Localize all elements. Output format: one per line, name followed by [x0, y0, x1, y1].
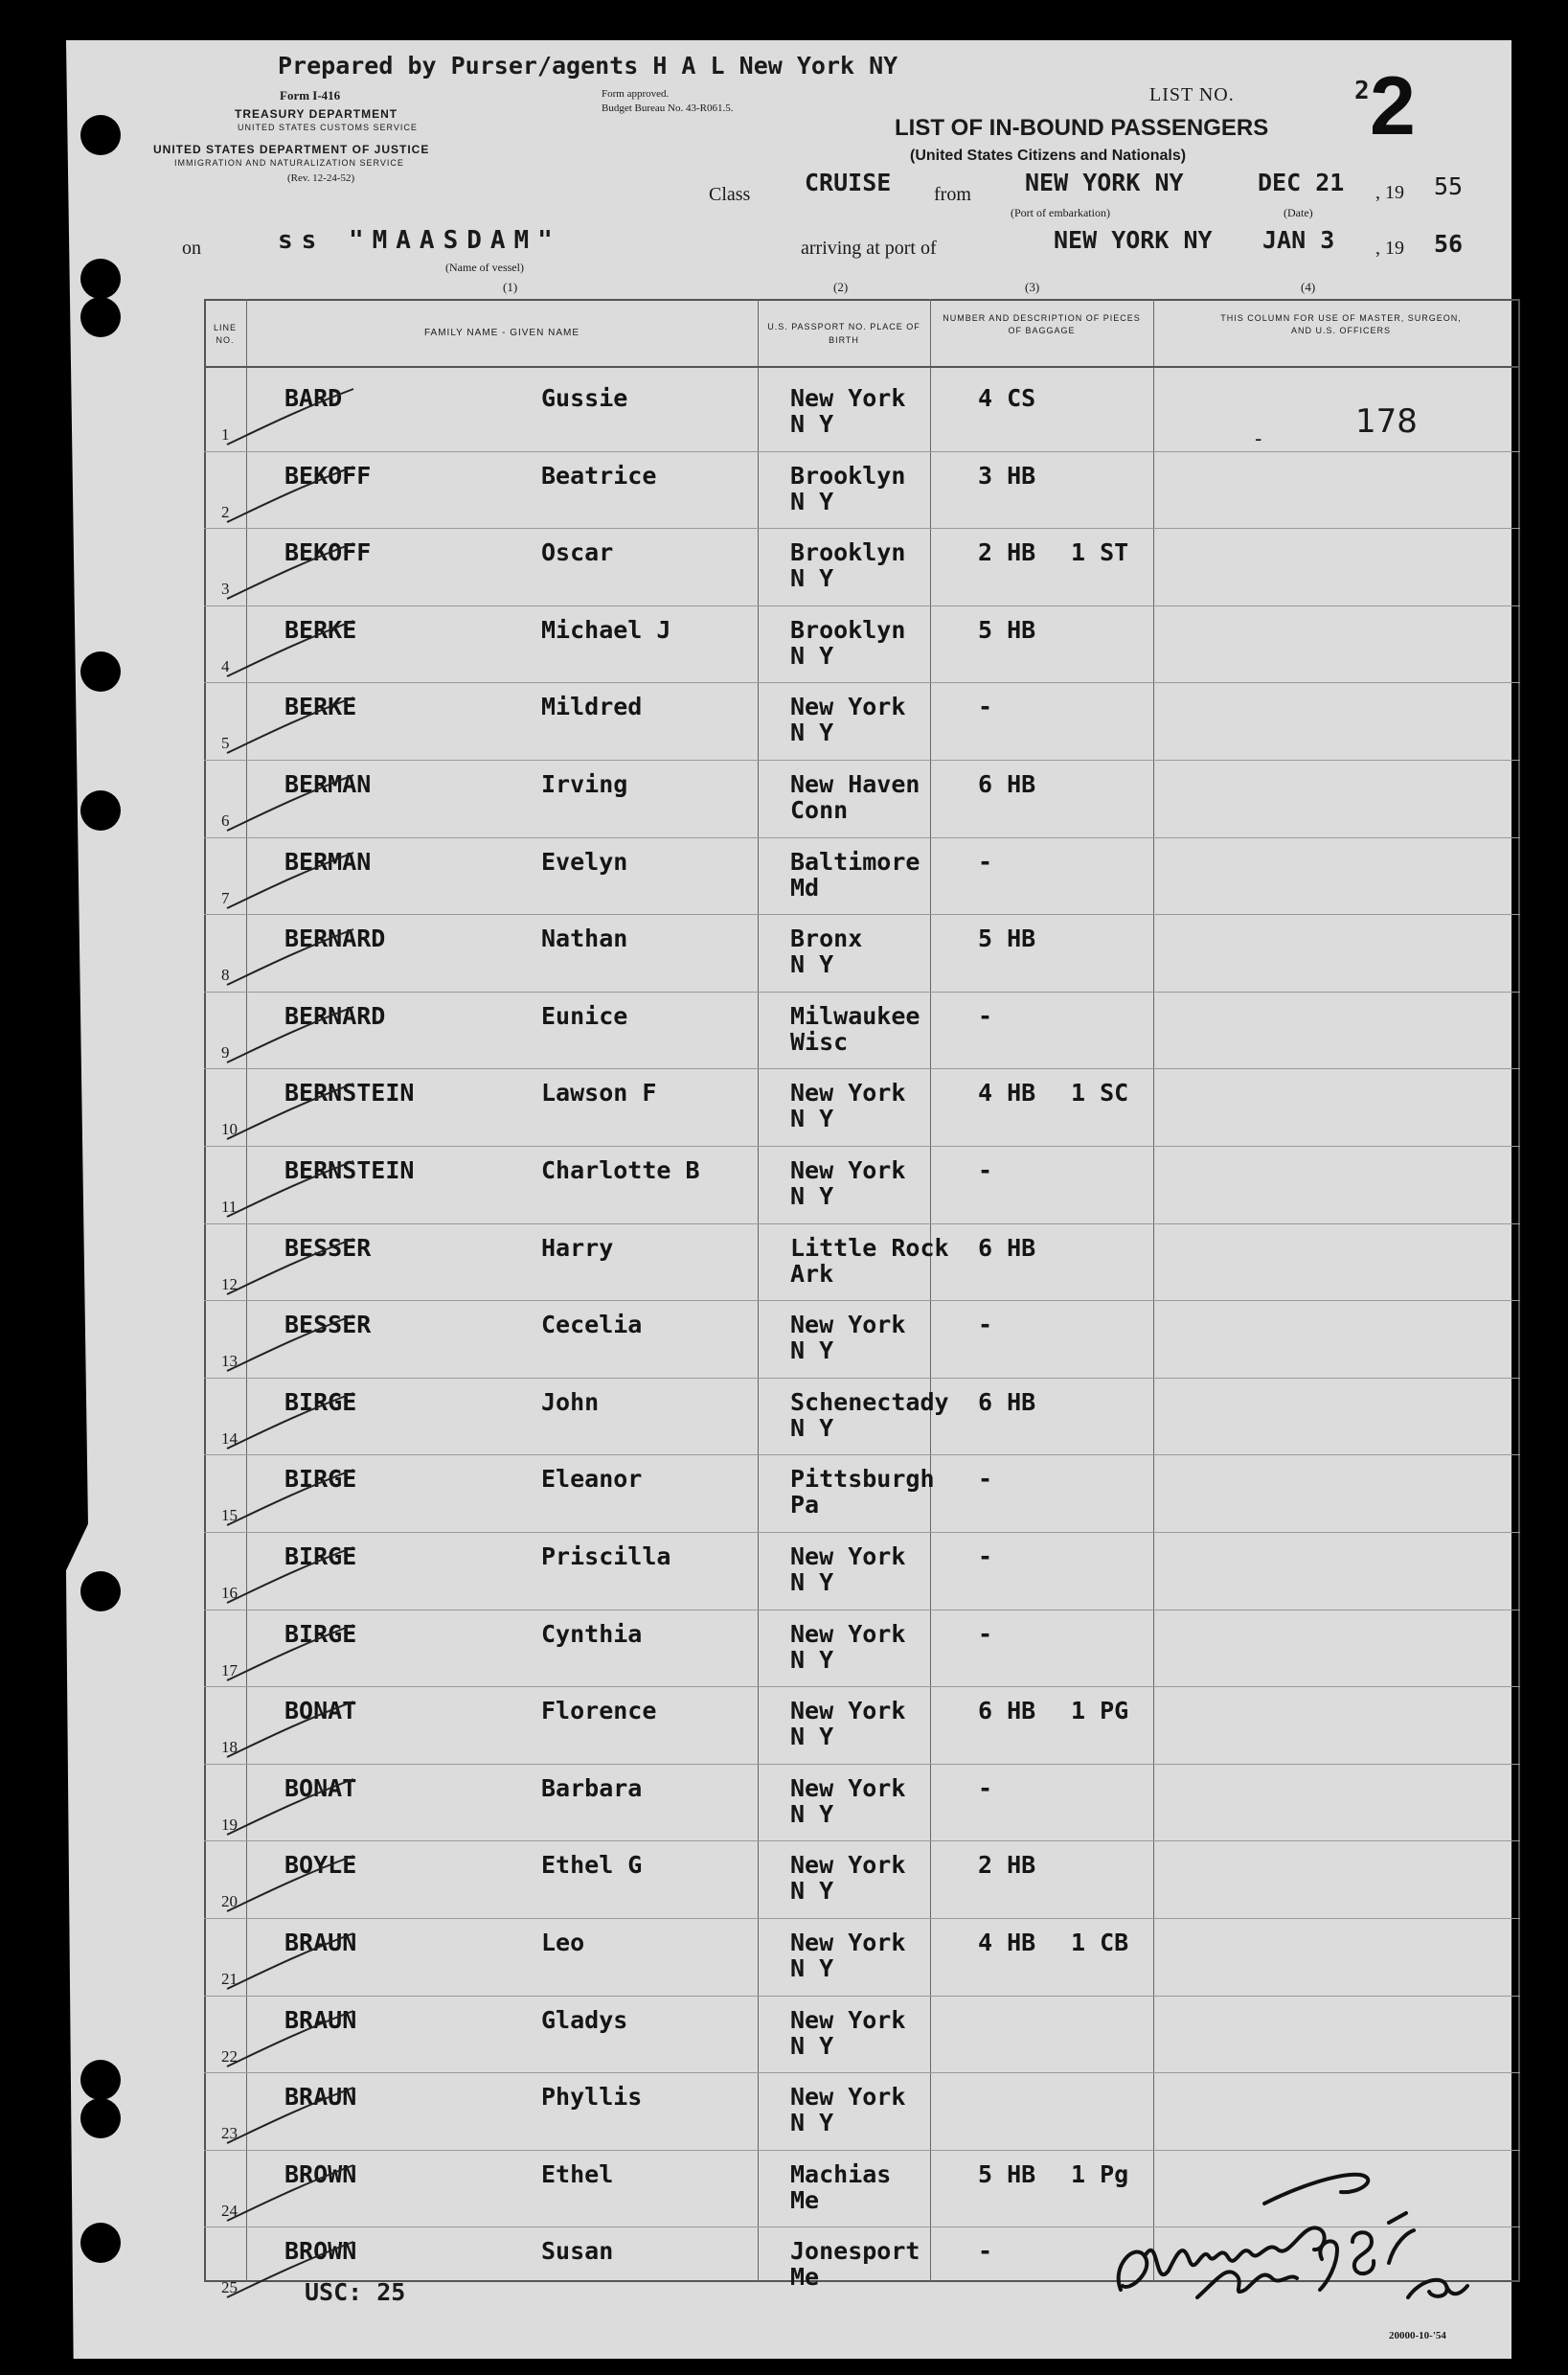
- given-name: Florence: [541, 1697, 657, 1725]
- baggage-primary: -: [978, 1001, 993, 1030]
- family-name: BEKOFF: [284, 538, 372, 567]
- punch-hole: [80, 790, 121, 831]
- table-row: [204, 1456, 1520, 1533]
- birth-place-state: N Y: [790, 2031, 834, 2060]
- birth-place-state: Conn: [790, 796, 849, 824]
- col-header-name: FAMILY NAME - GIVEN NAME: [424, 328, 579, 338]
- birth-place-state: N Y: [790, 641, 834, 670]
- given-name: Cynthia: [541, 1619, 643, 1648]
- punch-hole: [80, 1571, 121, 1611]
- punch-hole: [80, 115, 121, 155]
- table-row: [204, 1688, 1520, 1765]
- year-arrival: 56: [1434, 230, 1464, 258]
- birth-place-state: Md: [790, 873, 820, 902]
- birth-place-city: New York: [790, 1542, 906, 1570]
- line-number: 9: [221, 1042, 230, 1062]
- family-name: BRAUN: [284, 2083, 357, 2112]
- table-row: [204, 607, 1520, 684]
- baggage-primary: 2 HB: [978, 538, 1036, 567]
- birth-place-city: Brooklyn: [790, 538, 906, 567]
- line-number: 15: [221, 1506, 238, 1525]
- vessel-caption: (Name of vessel): [445, 261, 524, 274]
- line-number: 2: [221, 502, 230, 521]
- birth-place-city: Brooklyn: [790, 461, 906, 490]
- family-name: BERNSTEIN: [284, 1156, 415, 1184]
- birth-place-state: Me: [790, 2185, 820, 2214]
- family-name: BROWN: [284, 2237, 357, 2266]
- family-name: BONAT: [284, 1697, 357, 1725]
- birth-place-state: N Y: [790, 1877, 834, 1906]
- birth-place-state: N Y: [790, 1799, 834, 1828]
- birth-place-city: Schenectady: [790, 1387, 949, 1416]
- baggage-primary: 4 HB: [978, 1079, 1036, 1108]
- punch-hole: [80, 2223, 121, 2263]
- baggage-primary: 5 HB: [978, 925, 1036, 953]
- birth-place-city: New Haven: [790, 770, 920, 798]
- baggage-primary: 4 CS: [978, 384, 1036, 412]
- col-header-baggage: NUMBER AND DESCRIPTION OF PIECES OF BAGGAGE: [943, 313, 1141, 335]
- punch-hole: [80, 2060, 121, 2100]
- punch-hole: [80, 259, 121, 299]
- port-embark: NEW YORK NY: [1025, 169, 1184, 196]
- birth-place-city: New York: [790, 1079, 906, 1108]
- baggage-primary: -: [978, 693, 993, 721]
- given-name: Eleanor: [541, 1465, 643, 1494]
- baggage-primary: 2 HB: [978, 1851, 1036, 1880]
- port-arrival: NEW YORK NY: [1054, 226, 1213, 254]
- birth-place-state: N Y: [790, 1413, 834, 1442]
- family-name: BEKOFF: [284, 461, 372, 490]
- row-rule: [204, 1686, 1520, 1687]
- given-name: Irving: [541, 770, 628, 798]
- row-rule: [204, 760, 1520, 761]
- birth-place-city: Brooklyn: [790, 615, 906, 644]
- date-arrival: JAN 3: [1262, 226, 1335, 254]
- baggage-secondary: 1 ST: [1071, 538, 1129, 567]
- line-number: 13: [221, 1352, 238, 1371]
- usc-count: USC: 25: [305, 2278, 406, 2306]
- family-name: BERKE: [284, 693, 357, 721]
- class-value: CRUISE: [805, 169, 892, 196]
- row-rule: [204, 837, 1520, 838]
- row-rule: [204, 1068, 1520, 1069]
- list-no-stamp: 2: [1370, 60, 1416, 152]
- officer-annotation-dash: -: [1255, 427, 1262, 451]
- row-rule: [204, 1532, 1520, 1533]
- revision-label: (Rev. 12-24-52): [287, 172, 355, 184]
- birth-place-state: Ark: [790, 1259, 834, 1288]
- line-number: 10: [221, 1120, 238, 1139]
- line-number: 21: [221, 1970, 238, 1988]
- family-name: BERKE: [284, 615, 357, 644]
- birth-place-state: N Y: [790, 1182, 834, 1210]
- handwritten-signature: [1102, 2069, 1485, 2299]
- table-row: [204, 453, 1520, 530]
- family-name: BRAUN: [284, 1929, 357, 1956]
- baggage-secondary: 1 SC: [1071, 1079, 1129, 1108]
- budget-bureau: Budget Bureau No. 43-R061.5.: [602, 103, 734, 114]
- table-row: [204, 1611, 1520, 1688]
- given-name: Lawson F: [541, 1079, 657, 1108]
- baggage-primary: 6 HB: [978, 1387, 1036, 1416]
- given-name: Oscar: [541, 538, 614, 567]
- year-from: 55: [1434, 172, 1464, 200]
- family-name: BIRGE: [284, 1465, 357, 1494]
- birth-place-city: New York: [790, 1851, 906, 1880]
- baggage-primary: 3 HB: [978, 461, 1036, 490]
- list-title: LIST OF IN-BOUND PASSENGERS: [895, 115, 1269, 141]
- given-name: Phyllis: [541, 2083, 643, 2112]
- given-name: Gladys: [541, 2005, 628, 2034]
- baggage-secondary: 1 Pg: [1071, 2159, 1129, 2188]
- family-name: BARD: [284, 384, 343, 412]
- birth-place-state: N Y: [790, 410, 834, 438]
- family-name: BERMAN: [284, 847, 372, 876]
- family-name: BESSER: [284, 1311, 372, 1339]
- birth-place-city: Baltimore: [790, 847, 920, 876]
- given-name: Barbara: [541, 1773, 643, 1802]
- line-number: 3: [221, 580, 230, 599]
- row-rule: [204, 914, 1520, 915]
- birth-place-city: New York: [790, 2083, 906, 2112]
- family-name: BESSER: [284, 1233, 372, 1262]
- line-number: 8: [221, 966, 230, 985]
- baggage-primary: 4 HB: [978, 1929, 1036, 1956]
- col-num-1: (1): [503, 280, 518, 294]
- table-row: [204, 993, 1520, 1070]
- birth-place-city: New York: [790, 1773, 906, 1802]
- col-header-line: LINE NO.: [213, 323, 237, 345]
- form-approved: Form approved.: [602, 88, 670, 100]
- line-number: 24: [221, 2201, 238, 2220]
- given-name: Beatrice: [541, 461, 657, 490]
- row-rule: [204, 1378, 1520, 1379]
- given-name: Ethel G: [541, 1851, 643, 1880]
- table-row: [204, 1920, 1520, 1997]
- table-row: [204, 1225, 1520, 1302]
- line-number: 20: [221, 1892, 238, 1911]
- class-label: Class: [709, 184, 751, 205]
- birth-place-state: Pa: [790, 1491, 820, 1519]
- birth-place-city: New York: [790, 1697, 906, 1725]
- prepared-by: Prepared by Purser/agents H A L New York NY: [278, 52, 898, 80]
- line-number: 18: [221, 1738, 238, 1757]
- punch-hole: [80, 651, 121, 692]
- row-rule: [204, 1918, 1520, 1919]
- from-label: from: [934, 184, 971, 205]
- form-number: Form I-416: [280, 88, 341, 103]
- date-from: DEC 21: [1258, 169, 1345, 196]
- birth-place-state: N Y: [790, 1336, 834, 1365]
- given-name: Harry: [541, 1233, 614, 1262]
- row-rule: [204, 682, 1520, 683]
- birth-place-city: New York: [790, 1929, 906, 1956]
- line-number: 19: [221, 1815, 238, 1834]
- line-number: 1: [221, 425, 230, 444]
- given-name: Gussie: [541, 384, 628, 412]
- birth-place-city: Pittsburgh: [790, 1465, 935, 1494]
- print-code: 20000-10-'54: [1389, 2330, 1446, 2341]
- punch-hole: [80, 2098, 121, 2138]
- birth-place-city: New York: [790, 1156, 906, 1184]
- row-rule: [204, 1454, 1520, 1455]
- baggage-primary: 6 HB: [978, 1697, 1036, 1725]
- table-row: [204, 684, 1520, 761]
- given-name: Nathan: [541, 925, 628, 953]
- birth-place-city: Jonesport: [790, 2237, 920, 2266]
- birth-place-state: N Y: [790, 1954, 834, 1982]
- col-header-passport: U.S. PASSPORT NO. PLACE OF BIRTH: [767, 322, 920, 345]
- row-rule: [204, 528, 1520, 529]
- date-caption: (Date): [1284, 206, 1313, 219]
- baggage-primary: 6 HB: [978, 1233, 1036, 1262]
- row-rule: [204, 1223, 1520, 1224]
- family-name: BIRGE: [284, 1619, 357, 1648]
- birth-place-state: N Y: [790, 1723, 834, 1751]
- year-prefix-from: , 19: [1375, 182, 1404, 203]
- family-name: BONAT: [284, 1773, 357, 1802]
- row-rule: [204, 992, 1520, 993]
- line-number: 22: [221, 2046, 238, 2066]
- birth-place-city: New York: [790, 693, 906, 721]
- row-rule: [204, 1300, 1520, 1301]
- table-row: [204, 530, 1520, 606]
- baggage-primary: -: [978, 2237, 993, 2266]
- table-row: [204, 839, 1520, 916]
- row-rule: [204, 451, 1520, 452]
- col-num-3: (3): [1025, 280, 1040, 294]
- line-number: 6: [221, 811, 230, 830]
- family-name: BERNSTEIN: [284, 1079, 415, 1108]
- table-row: [204, 1766, 1520, 1842]
- given-name: John: [541, 1387, 600, 1416]
- punch-hole: [80, 297, 121, 337]
- list-subtitle: (United States Citizens and Nationals): [910, 148, 1187, 164]
- justice-label: UNITED STATES DEPARTMENT OF JUSTICE: [153, 143, 430, 156]
- row-rule: [204, 1840, 1520, 1841]
- baggage-primary: -: [978, 1773, 993, 1802]
- given-name: Michael J: [541, 615, 671, 644]
- family-name: BIRGE: [284, 1542, 357, 1570]
- col-num-2: (2): [833, 280, 849, 294]
- given-name: Ethel: [541, 2159, 614, 2188]
- baggage-primary: 5 HB: [978, 615, 1036, 644]
- birth-place-state: N Y: [790, 2109, 834, 2137]
- family-name: BERNARD: [284, 925, 386, 953]
- birth-place-state: N Y: [790, 1105, 834, 1133]
- table-row: [204, 1842, 1520, 1919]
- birth-place-city: New York: [790, 1619, 906, 1648]
- birth-place-state: N Y: [790, 564, 834, 593]
- table-row: [204, 376, 1520, 452]
- table-row: [204, 1380, 1520, 1456]
- family-name: BERNARD: [284, 1001, 386, 1030]
- baggage-primary: -: [978, 1619, 993, 1648]
- baggage-primary: -: [978, 1542, 993, 1570]
- year-prefix-arrival: , 19: [1375, 238, 1404, 259]
- arriving-label: arriving at port of: [801, 238, 937, 259]
- row-rule: [204, 605, 1520, 606]
- given-name: Priscilla: [541, 1542, 671, 1570]
- row-rule: [204, 1146, 1520, 1147]
- given-name: Evelyn: [541, 847, 628, 876]
- birth-place-state: Wisc: [790, 1027, 849, 1056]
- given-name: Eunice: [541, 1001, 628, 1030]
- birth-place-state: N Y: [790, 950, 834, 979]
- birth-place-city: New York: [790, 2005, 906, 2034]
- header-rule: [204, 366, 1520, 368]
- officer-annotation-178: 178: [1355, 402, 1418, 441]
- baggage-secondary: 1 CB: [1071, 1929, 1129, 1956]
- line-number: 23: [221, 2124, 238, 2143]
- table-row: [204, 1302, 1520, 1379]
- given-name: Cecelia: [541, 1311, 643, 1339]
- line-number: 25: [221, 2278, 238, 2297]
- line-number: 12: [221, 1274, 238, 1293]
- immigration-label: IMMIGRATION AND NATURALIZATION SERVICE: [174, 158, 404, 168]
- birth-place-state: N Y: [790, 1645, 834, 1674]
- line-number: 7: [221, 888, 230, 907]
- birth-place-state: N Y: [790, 487, 834, 515]
- baggage-primary: 6 HB: [978, 770, 1036, 798]
- vessel-name: ss "MAASDAM": [278, 226, 561, 255]
- birth-place-city: Machias: [790, 2159, 892, 2188]
- line-number: 16: [221, 1584, 238, 1602]
- baggage-primary: -: [978, 1465, 993, 1494]
- port-embark-caption: (Port of embarkation): [1011, 206, 1110, 219]
- row-rule: [204, 1996, 1520, 1997]
- table-row: [204, 1148, 1520, 1224]
- baggage-primary: -: [978, 1311, 993, 1339]
- col-num-4: (4): [1301, 280, 1316, 294]
- treasury-label: TREASURY DEPARTMENT: [235, 107, 398, 121]
- given-name: Leo: [541, 1929, 585, 1956]
- col-header-officers: THIS COLUMN FOR USE OF MASTER, SURGEON, AND U.S. OFFICERS: [1220, 313, 1462, 335]
- on-label: on: [182, 238, 201, 259]
- table-row: [204, 916, 1520, 993]
- birth-place-state: N Y: [790, 1568, 834, 1596]
- baggage-primary: -: [978, 847, 993, 876]
- line-number: 14: [221, 1428, 238, 1448]
- table-row: [204, 1070, 1520, 1147]
- birth-place-state: Me: [790, 2263, 820, 2292]
- given-name: Susan: [541, 2237, 614, 2266]
- row-rule: [204, 1764, 1520, 1765]
- line-number: 5: [221, 734, 230, 753]
- table-row: [204, 1534, 1520, 1610]
- baggage-secondary: 1 PG: [1071, 1697, 1129, 1725]
- birth-place-city: New York: [790, 1311, 906, 1339]
- family-name: BERMAN: [284, 770, 372, 798]
- table-row: [204, 1998, 1520, 2074]
- birth-place-city: New York: [790, 384, 906, 412]
- line-number: 17: [221, 1660, 238, 1679]
- birth-place-state: N Y: [790, 719, 834, 747]
- line-number: 11: [221, 1198, 238, 1216]
- baggage-primary: -: [978, 1156, 993, 1184]
- line-number: 4: [221, 656, 230, 675]
- birth-place-city: Bronx: [790, 925, 863, 953]
- birth-place-city: Milwaukee: [790, 1001, 920, 1030]
- family-name: BROWN: [284, 2159, 357, 2188]
- customs-label: UNITED STATES CUSTOMS SERVICE: [238, 123, 418, 132]
- birth-place-city: Little Rock: [790, 1233, 949, 1262]
- table-row: [204, 762, 1520, 838]
- family-name: BRAUN: [284, 2005, 357, 2034]
- list-no-label: LIST NO.: [1149, 84, 1235, 105]
- family-name: BOYLE: [284, 1851, 357, 1880]
- list-no-typed: 2: [1354, 77, 1370, 105]
- given-name: Charlotte B: [541, 1156, 700, 1184]
- given-name: Mildred: [541, 693, 643, 721]
- family-name: BIRGE: [284, 1387, 357, 1416]
- baggage-primary: 5 HB: [978, 2159, 1036, 2188]
